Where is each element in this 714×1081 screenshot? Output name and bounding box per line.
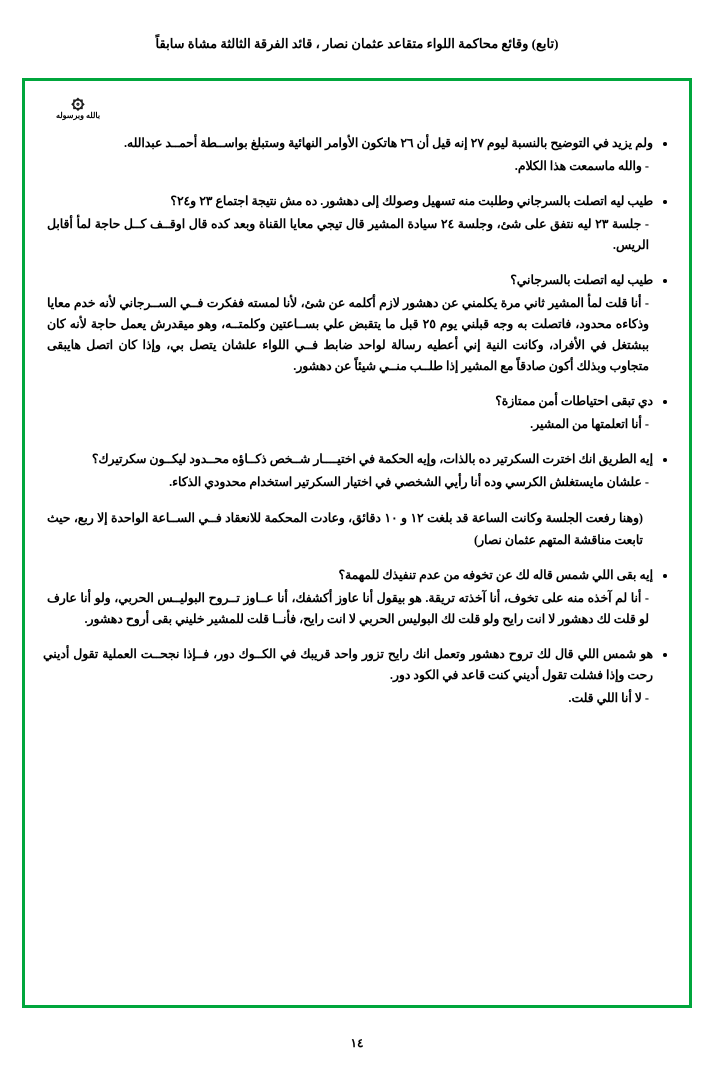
question-list xyxy=(43,565,671,586)
question-list xyxy=(43,191,671,212)
session-note: (وهنا رفعت الجلسة وكانت الساعة قد بلغت ١٢ و ١٠ دقائق، وعادت المحكمة للانعقاد فــي الســاعة الواحدة إلا ربع، حيث تابعت مناقشة المتهم عثمان نصار) xyxy=(47,511,644,547)
qa-block xyxy=(43,644,671,709)
question-list xyxy=(43,270,671,291)
qa-block xyxy=(43,191,671,256)
answer-text: - لا أنا اللي قلت. xyxy=(568,691,649,705)
question-text: • دي تبقى احتياطات أمن ممتازة؟ xyxy=(43,391,653,412)
transcript-content xyxy=(43,133,671,723)
qa-block xyxy=(43,391,671,435)
question-text: • هو شمس اللي قال لك تروح دهشور وتعمل انك رايح تزور واحد قريبك في الكــوك دور، فــإذا نجحــت العملية تقول أديني رحت وإذا فشلت تقول أديني كنت قاعد في الكود دور. xyxy=(43,644,653,686)
question-text: • طيب ليه اتصلت بالسرجاني؟ xyxy=(43,270,653,291)
page-number: ١٤ xyxy=(350,1036,364,1050)
answer-text: - علشان مايستغلش الكرسي وده أنا رأيي الشخصي في اختيار السكرتير استخدام محدودي الذكاء. xyxy=(169,475,649,489)
answer-text: - والله ماسمعت هذا الكلام. xyxy=(514,159,649,173)
question-text: • طيب ليه اتصلت بالسرجاني وطلبت منه تسهيل وصولك إلى دهشور. ده مش نتيجة اجتماع ٢٣ و٢٤؟ xyxy=(43,191,653,212)
qa-block xyxy=(43,449,671,493)
question-text: • إيه الطريق انك اخترت السكرتير ده بالذات، وإيه الحكمة في اختيــــار شــخص ذكــاؤه محــدود ليكــون سكرتيرك؟ xyxy=(43,449,653,470)
answer-text: - جلسة ٢٣ ليه نتفق على شئ، وجلسة ٢٤ سيادة المشير قال تيجي معايا القناة وبعد كده قال اوقــف كــل حاجة لمأ أقابل الريس. xyxy=(47,217,649,252)
content-frame xyxy=(22,78,692,1008)
answer-text: - أنا قلت لمأ المشير ثاني مرة يكلمني عن دهشور لازم أكلمه عن شئ، لأنا لمسته ففكرت فــي الســرجاني لأنه خدم معايا وذكاءه محدود، فاتصلت به وجه قبلني يوم ٢٥ قبل ما يتقبض علي بســاعتين وكلمتــه، وهو ميقدرش يعمل حاجة لأنه كان ببشتغل في الأفراد، وكانت النية إني أعطيه رسالة لواحد ضابط فــي اللواء علشان يتصل بي، وإذا كان اتصل هايبقى متجاوب وبذلك أكون صادقاً مع المشير إذا طلــب منــي شيئاً عن دهشور. xyxy=(47,296,649,373)
qa-block xyxy=(43,270,671,377)
question-text: • ولم يزيد في التوضيح بالنسبة ليوم ٢٧ إنه قيل أن ٢٦ هاتكون الأوامر النهائية وستبلغ بواســطة أحمــد عبدالله. xyxy=(43,133,653,154)
question-list xyxy=(43,644,671,686)
answer-text: - أنا لم آخذه منه على تخوف، أنا آخذته تريقة. هو بيقول أنا عاوز أكشفك، أنا عــاوز تــروح البوليــس الحربي، ولو أنا عارف لو قلت لك دهشور لا انت رايح ولو قلت لك البوليس الحربي لا انت رايح، فأنــا قلت للمشير خليني بقى أروح دهشور. xyxy=(47,591,649,626)
question-list xyxy=(43,449,671,470)
crest-icon: ۞ xyxy=(71,88,85,113)
page-header-title: (تابع) وقائع محاكمة اللواء متقاعد عثمان نصار ، قائد الفرقة الثالثة مشاة سابقاً xyxy=(155,36,559,51)
answer-text: - أنا اتعلمتها من المشير. xyxy=(530,417,649,431)
question-list xyxy=(43,133,671,154)
question-text: • إيه بقى اللي شمس قاله لك عن تخوفه من عدم تنفيذك للمهمة؟ xyxy=(43,565,653,586)
emblem xyxy=(33,88,123,121)
qa-block xyxy=(43,133,671,177)
qa-block xyxy=(43,565,671,630)
question-list xyxy=(43,391,671,412)
crest-caption: بالله وبرسوله xyxy=(55,111,101,120)
